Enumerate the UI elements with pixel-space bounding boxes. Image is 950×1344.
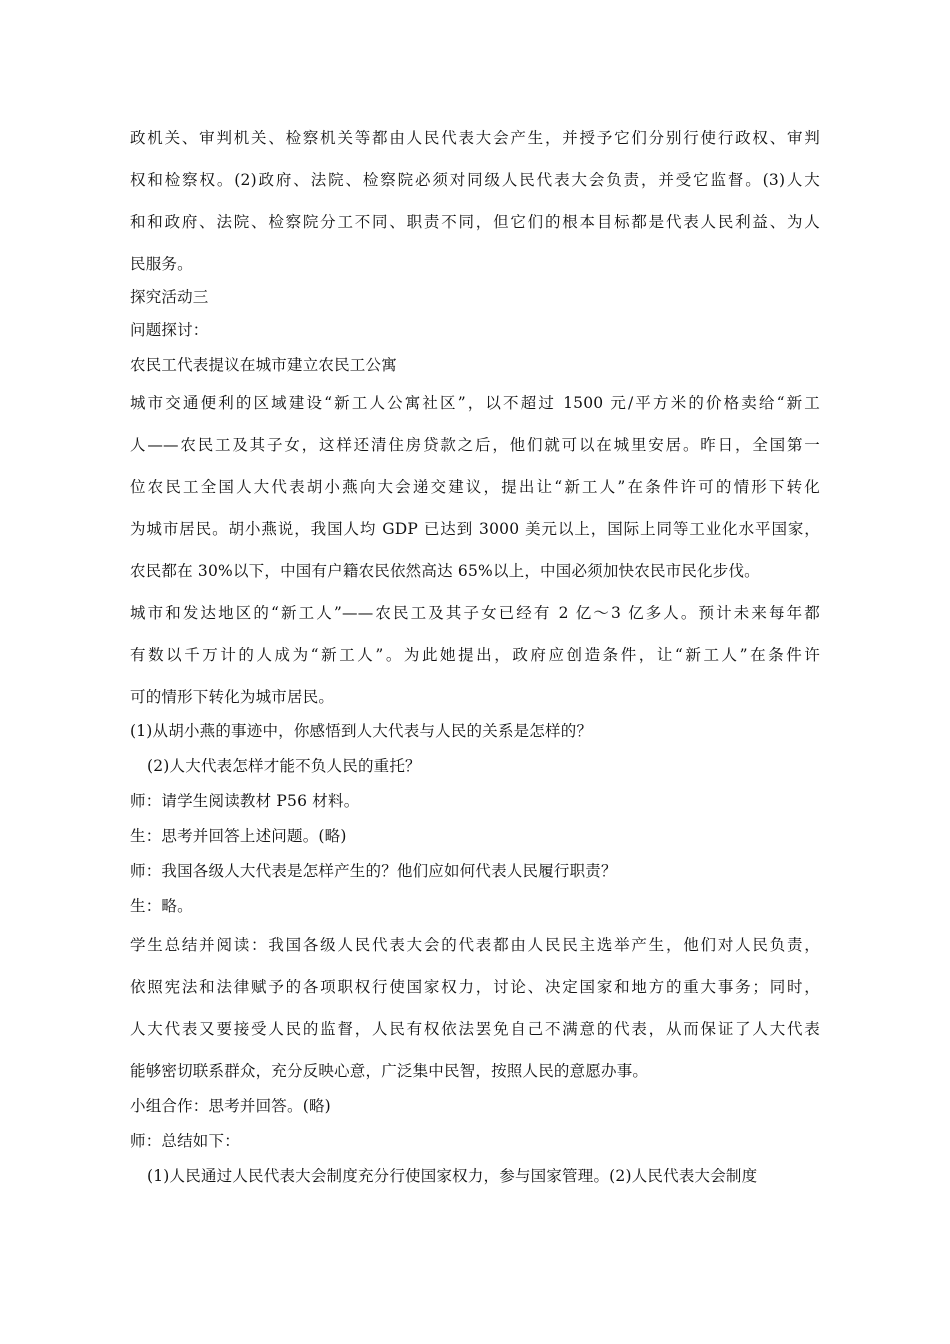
text-line: (1)人民通过人民代表大会制度充分行使国家权力，参与国家管理。(2)人民代表大会制度 [147, 1167, 758, 1185]
text-line: 学生总结并阅读：我国各级人民代表大会的代表都由人民民主选举产生，他们对人民负责， [130, 936, 820, 954]
text-line: 农民都在 30%以下，中国有户籍农民依然高达 65%以上，中国必须加快农民市民化步伐。 [130, 562, 760, 580]
dialogue-line: 师：请学生阅读教材 P56 材料。 [130, 792, 360, 810]
text-line: 位农民工全国人大代表胡小燕向大会递交建议，提出让“新工人”在条件许可的情形下转化 [130, 478, 820, 496]
dialogue-line: 师：我国各级人大代表是怎样产生的？他们应如何代表人民履行职责？ [130, 862, 617, 880]
text-line: 问题探讨： [130, 321, 209, 339]
text-line: 为城市居民。胡小燕说，我国人均 GDP 已达到 3000 美元以上，国际上同等工业化水平国家， [130, 520, 820, 538]
text-line: 和和政府、法院、检察院分工不同、职责不同，但它们的根本目标都是代表人民利益、为人 [130, 213, 820, 231]
text-line: 可的情形下转化为城市居民。 [130, 688, 335, 706]
text-line: 民服务。 [130, 255, 193, 273]
text-line: 能够密切联系群众，充分反映心意，广泛集中民智，按照人民的意愿办事。 [130, 1062, 649, 1080]
text-line: 依照宪法和法律赋予的各项职权行使国家权力，讨论、决定国家和地方的重大事务；同时， [130, 978, 820, 996]
question-1: (1)从胡小燕的事迹中，你感悟到人大代表与人民的关系是怎样的？ [130, 722, 593, 740]
dialogue-line: 小组合作：思考并回答。(略) [130, 1097, 331, 1115]
text-line: 城市交通便利的区域建设“新工人公寓社区”，以不超过 1500 元/平方米的价格卖给“新工 [130, 394, 820, 412]
text-line: 政机关、审判机关、检察机关等都由人民代表大会产生，并授予它们分别行使行政权、审判 [130, 129, 820, 147]
text-line: 有数以千万计的人成为“新工人”。为此她提出，政府应创造条件，让“新工人”在条件许 [130, 646, 820, 664]
text-line: 权和检察权。(2)政府、法院、检察院必须对同级人民代表大会负责，并受它监督。(3)人大 [130, 171, 820, 189]
question-2: (2)人大代表怎样才能不负人民的重托？ [147, 757, 421, 775]
text-line: 人——农民工及其子女，这样还清住房贷款之后，他们就可以在城里安居。昨日，全国第一 [130, 436, 820, 454]
text-line: 人大代表又要接受人民的监督，人民有权依法罢免自己不满意的代表，从而保证了人大代表 [130, 1020, 820, 1038]
dialogue-line: 师：总结如下： [130, 1132, 240, 1150]
dialogue-line: 生：略。 [130, 897, 193, 915]
material-title: 农民工代表提议在城市建立农民工公寓 [130, 356, 397, 374]
dialogue-line: 生：思考并回答上述问题。(略) [130, 827, 347, 845]
section-heading: 探究活动三 [130, 288, 209, 306]
text-line: 城市和发达地区的“新工人”——农民工及其子女已经有 2 亿～3 亿多人。预计未来每年都 [130, 604, 820, 622]
